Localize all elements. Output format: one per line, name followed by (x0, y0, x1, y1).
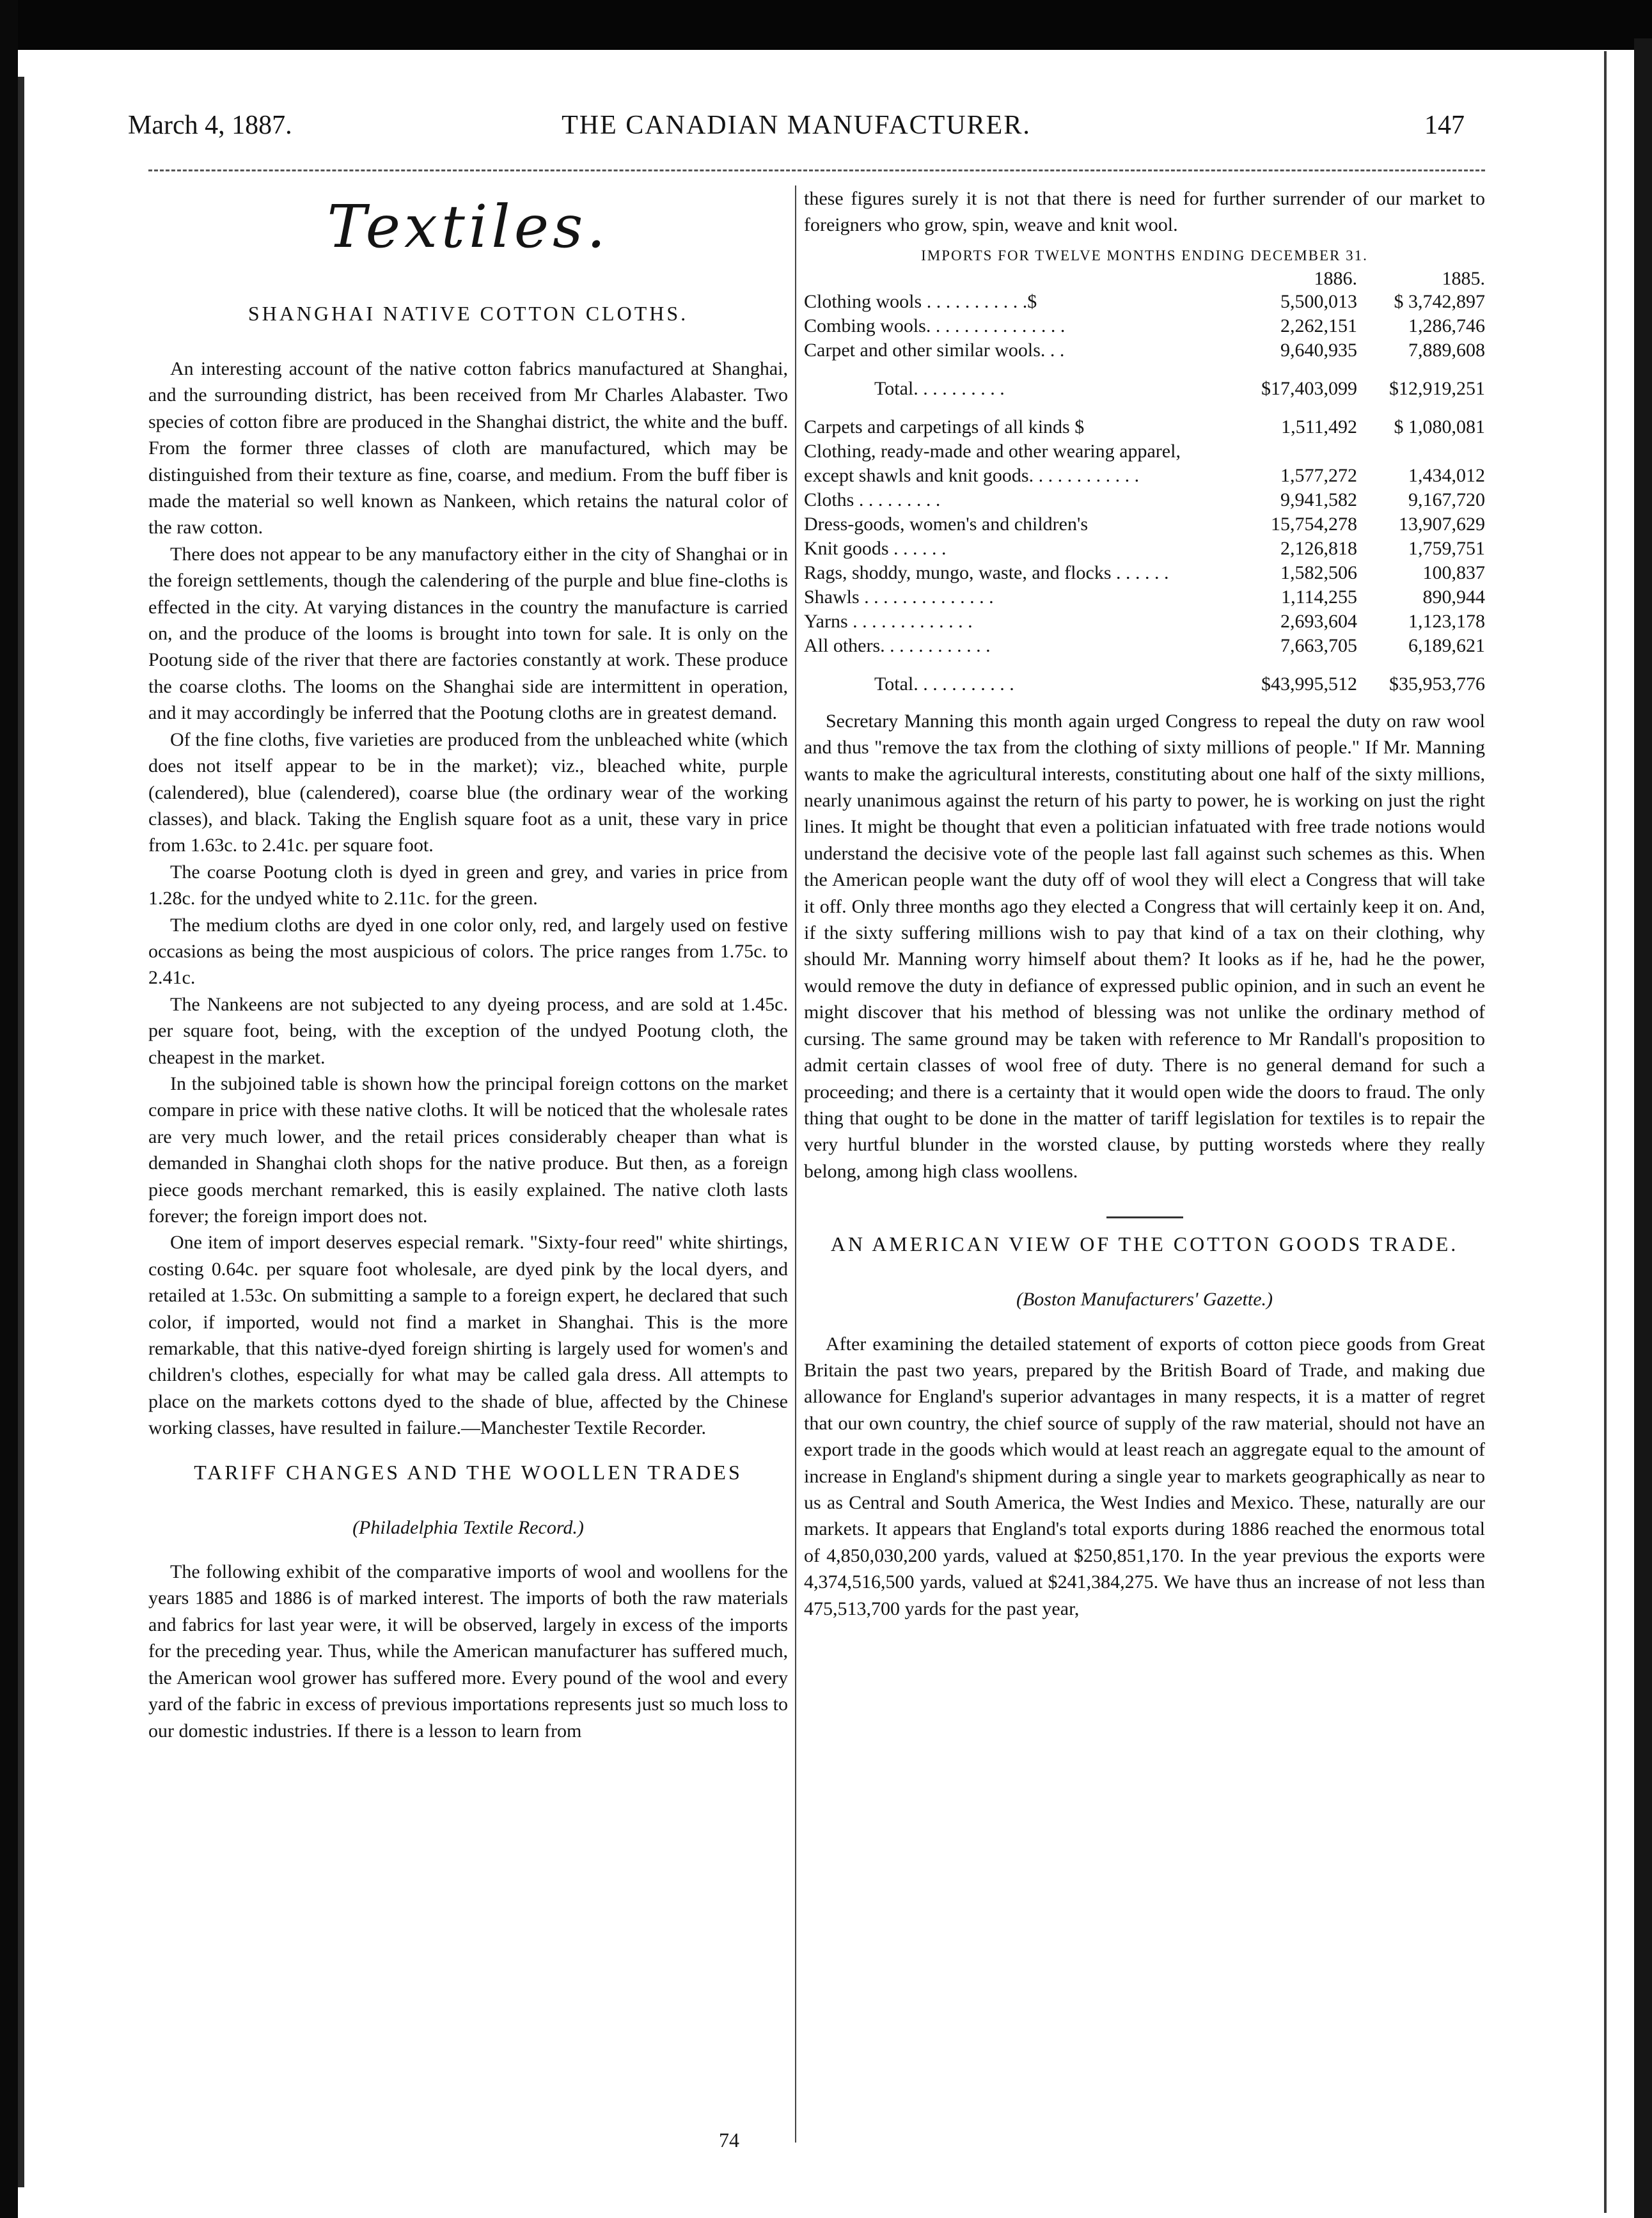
paragraph: Of the fine cloths, five varieties are produced from the unbleached white (which does not itself appear to be in the market); viz., bleached white, purple (calendered), blue (calendered), coarse blue (the ordinary wear of the working classes), and black. Taking the English square foot as a unit, these vary in price from 1.63c. to 2.41c. per square foot. (148, 728, 788, 856)
table-total-row: Total. . . . . . . . . . . $43,995,512 $35,953,776 (874, 673, 1485, 695)
paragraph: An interesting account of the native cotton fabrics manufactured at Shanghai, and the surrounding district, has been received from Mr Charles Alabaster. Two species of cotton fibre are produced in the Shanghai district, the white and the buff. From the former three classes of cloth are manufactured, which may be distinguished from their texture as fine, coarse, and medium. From the buff fiber is made the material so well known as Nankeen, which retains the natural color of the raw cotton. (148, 358, 788, 539)
column-header: 1886. (1314, 267, 1357, 289)
table-row: Dress-goods, women's and children's 15,754,278 13,907,629 (804, 513, 1485, 535)
scan-right-border (1634, 38, 1652, 2218)
paragraph: One item of import deserves especial remark. "Sixty-four reed" white shirtings, costing 0.64c. per square foot wholesale, are dyed pink by the local dyers, and retailed at 1.53c. On submitting a sample to a foreign expert, he declared that such color, if imported, would not find a market in Shanghai. This is the more remarkable, that this native-dyed foreign shirting is largely used for women's and children's clothes, especially for what may be called gala dress. All attempts to place on the markets cottons dyed to the shade of blue, affected by the Chinese working classes, have resulted in failure.—Manchester Textile Recorder. (148, 1232, 788, 1439)
table-row: Knit goods . . . . . . 2,126,818 1,759,751 (804, 537, 1485, 559)
article-body (148, 356, 788, 1442)
right-column (804, 185, 1485, 1622)
column-header: 1885. (1442, 267, 1485, 289)
article-title: AN AMERICAN VIEW OF THE COTTON GOODS TRADE. (830, 1232, 1459, 1256)
header-rule (148, 169, 1485, 171)
table-row: Rags, shoddy, mungo, waste, and flocks . . . . . . 1,582,506 100,837 (804, 562, 1485, 583)
page-right-edge (1604, 51, 1607, 2213)
running-header (128, 110, 1465, 148)
column-divider (795, 185, 796, 2143)
table-row: Carpets and carpetings of all kinds $ 1,511,492 $ 1,080,081 (804, 416, 1485, 437)
paragraph: The coarse Pootung cloth is dyed in green and grey, and varies in price from 1.28c. for the undyed white to 2.11c. for the green. (148, 861, 788, 909)
table-row: Shawls . . . . . . . . . . . . . . 1,114,255 890,944 (804, 586, 1485, 608)
paragraph: There does not appear to be any manufactory either in the city of Shanghai or in the foreign settlements, though the calendering of the purple and blue fine-cloths is effected in the city. At varying distances in the country the manufacture is carried on, and the produce of the looms is brought into town for sale. It is only on the Pootung side of the river that there are factories constantly at work. These produce the coarse cloths. The looms on the Shanghai side are intermittent in operation, and it may accordingly be inferred that the Pootung cloths are in greatest demand. (148, 543, 788, 724)
paragraph: In the subjoined table is shown how the principal foreign cottons on the market compare in price with these native cloths. It will be noticed that the wholesale rates are very much lower, and the retail prices considerably cheaper than what is demanded in Shanghai cloth shops for the native produce. But then, as a foreign piece goods merchant remarked, this is easily explained. The native cloth lasts forever; the foreign import does not. (148, 1073, 788, 1227)
publication-title: THE CANADIAN MANUFACTURER. (562, 111, 1031, 140)
article-source: (Philadelphia Textile Record.) (352, 1516, 584, 1538)
table-row: Clothing wools . . . . . . . . . . .$ 5,500,013 $ 3,742,897 (804, 290, 1485, 312)
paragraph: After examining the detailed statement of exports of cotton piece goods from Great Britain the past two years, prepared by the British Board of Trade, and making due allowance for England's superior advantages in many respects, it is a matter of regret that our own country, the chief source of supply of the raw material, should not have an export trade in the goods which would at least reach an aggregate equal to the amount of increase in England's shipment during a single year to markets geographically as near to us as Central and South America, the West Indies and Mexico. These, naturally are our markets. It appears that England's total exports during 1886 reached the enormous total of 4,850,030,200 yards, valued at $250,851,170. In the year previous the exports were 4,374,516,500 yards, valued at $241,384,275. We have thus an increase of not less than 475,513,700 yards for the past year, (804, 1333, 1485, 1619)
paragraph: The Nankeens are not subjected to any dyeing process, and are sold at 1.45c. per square foot, being, with the exception of the undyed Pootung cloth, the cheapest in the market. (148, 993, 788, 1068)
paragraph: Secretary Manning this month again urged Congress to repeal the duty on raw wool and thus "remove the tax from the clothing of sixty millions of people." If Mr. Manning wants to make the agricultural interests, constituting about one half of the sixty millions, nearly unanimous against the return of his party to power, he is working on just the right lines. It might be thought that even a politician infatuated with free trade notions would understand the decisive vote of the people last fall against such schemes as this. When the American people want the duty off of wool they will elect a Congress that will take it off. Only three months ago they elected a Congress that will certainly keep it on. And, if the sixty suffering millions wish to pay that kind of a tax on their clothing, why should Mr. Manning worry himself about them? It looks as if he, had he the power, would remove the duty in defiance of expressed public opinion, and in such an event he might discover that his method of blessing was not unlike the ordinary method of cursing. The same ground may be taken with reference to Mr Randall's proposition to admit certain classes of wool free of duty. There is no general demand for such a proceeding; and there is a certainty that it would open wide the doors to fraud. The only thing that ought to be done in the matter of tariff legislation for textiles is to repair the very hurtful blunder in the worsted clause, by putting worsteds where they really belong, among high class woollens. (804, 710, 1485, 1182)
table-row: Cloths . . . . . . . . . 9,941,582 9,167,720 (804, 489, 1485, 510)
paragraph: The following exhibit of the comparative imports of wool and woollens for the years 1885 and 1886 is of marked interest. The imports of both the raw materials and fabrics for last year were, it will be observed, largely in excess of the imports for the preceding year. Thus, while the American manufacturer has suffered much, the American wool grower has suffered more. Every pound of the wool and every yard of the fabric in excess of previous importations represents just so much loss to our domestic industries. If there is a lesson to learn from (148, 1561, 788, 1742)
section-heading: Textiles. (327, 193, 610, 261)
article-title: TARIFF CHANGES AND THE WOOLLEN TRADES (194, 1460, 743, 1484)
article-source: (Boston Manufacturers' Gazette.) (1016, 1289, 1273, 1310)
scan-top-border (0, 0, 1652, 50)
page-folio: 74 (719, 2128, 739, 2151)
table-total-row: Total. . . . . . . . . . $17,403,099 $12,919,251 (874, 377, 1485, 399)
table-row: All others. . . . . . . . . . . . 7,663,705 6,189,621 (804, 634, 1485, 656)
imports-table (804, 268, 1485, 696)
page-number: 147 (1424, 111, 1465, 140)
left-column (148, 185, 788, 1744)
table-row: Clothing, ready-made and other wearing apparel, except shawls and knit goods. . . . . . . . . . . . 1,577,272 1,434,012 (804, 440, 1485, 486)
table-caption: IMPORTS FOR TWELVE MONTHS ENDING DECEMBER 31. (921, 247, 1368, 263)
paragraph: these figures surely it is not that there is need for further surrender of our market to foreigners who grow, spin, weave and knit wool. (804, 188, 1485, 236)
paragraph: The medium cloths are dyed in one color only, red, and largely used on festive occasions as being the most auspicious of colors. The price ranges from 1.75c. to 2.41c. (148, 914, 788, 989)
table-row: Carpet and other similar wools. . . 9,640,935 7,889,608 (804, 339, 1485, 361)
table-row: Combing wools. . . . . . . . . . . . . . . 2,262,151 1,286,746 (804, 315, 1485, 336)
section-rule (1106, 1216, 1183, 1218)
scan-gutter-edge (18, 77, 24, 2187)
scan-left-border (0, 0, 18, 2218)
table-header-row (804, 268, 1485, 290)
article-title: SHANGHAI NATIVE COTTON CLOTHS. (248, 302, 689, 325)
issue-date: March 4, 1887. (128, 111, 292, 140)
table-row: Yarns . . . . . . . . . . . . . 2,693,604 1,123,178 (804, 610, 1485, 632)
